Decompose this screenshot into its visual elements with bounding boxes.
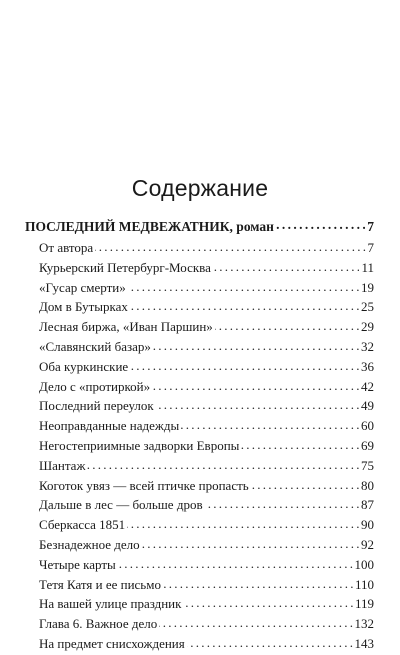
toc-entry (25, 358, 374, 378)
toc-entry-title: Дальше в лес — больше дров (39, 497, 203, 513)
dot-leader (276, 217, 365, 231)
toc-entry-title: Негостеприимные задворки Европы (39, 437, 240, 453)
toc-entry-page-number: 29 (361, 319, 374, 335)
dot-leader (95, 239, 365, 252)
toc-entry-title: «Славянский базар» (39, 338, 151, 354)
dot-leader (130, 358, 359, 371)
dot-leader (153, 338, 359, 351)
toc-entry-title: Дело с «протиркой» (39, 378, 151, 394)
dot-leader (156, 397, 359, 410)
toc-entry (25, 595, 374, 615)
toc-entry-page-number: 90 (361, 517, 374, 533)
toc-entry (25, 318, 374, 338)
dot-leader (152, 378, 359, 391)
toc-entry-title: Дом в Бутырках (39, 299, 128, 315)
toc-entry (25, 259, 374, 279)
toc-entry-title: На вашей улице праздник (39, 596, 182, 612)
toc-entry-title: Лесная биржа, «Иван Паршин» (39, 319, 213, 335)
dot-leader (130, 298, 359, 311)
dot-leader (118, 556, 353, 569)
toc-entry-page-number: 60 (361, 418, 374, 434)
toc-entry-title: Безнадежное дело (39, 536, 140, 552)
toc-entry (25, 417, 374, 437)
toc-entry-title: От автора (39, 240, 94, 255)
toc-entry-title: Неоправданные надежды (39, 418, 180, 434)
dot-leader (163, 576, 353, 589)
toc-entry (25, 576, 374, 596)
toc-part-entry (25, 217, 374, 239)
toc-entry-page-number: 80 (361, 477, 374, 493)
dot-leader (251, 477, 359, 490)
toc-entry-title: Коготок увяз — всей птичке пропасть (39, 477, 249, 493)
toc-entry (25, 338, 374, 358)
toc-part-title: ПОСЛЕДНИЙ МЕДВЕЖАТНИК, роман (25, 218, 274, 234)
toc-part-page-number: 7 (367, 218, 374, 234)
toc-entry (25, 615, 374, 635)
dot-leader (187, 635, 353, 648)
dot-leader (127, 516, 359, 529)
toc-entry (25, 378, 374, 398)
toc-entry-title: Четыре карты (39, 556, 116, 572)
toc-entry (25, 496, 374, 516)
toc-entry-page-number: 36 (361, 358, 374, 374)
dot-leader (183, 595, 353, 608)
toc-entry-page-number: 132 (354, 616, 374, 632)
toc-entry-page-number: 69 (361, 437, 374, 453)
toc-entry-page-number: 100 (354, 556, 374, 572)
toc-entry-title: Курьерский Петербург-Москва (39, 259, 211, 275)
dot-leader (128, 279, 359, 292)
dot-leader (205, 496, 359, 509)
toc-entry (25, 437, 374, 457)
toc-entry-title: Шантаж (39, 457, 86, 473)
toc-entry-page-number: 19 (361, 279, 374, 295)
dot-leader (215, 318, 359, 331)
toc-entry (25, 397, 374, 417)
toc-entry-title: Оба куркинские (39, 358, 129, 374)
toc-entry-title: Сберкасса 1851 (39, 517, 126, 533)
toc-entry (25, 298, 374, 318)
toc-entry (25, 477, 374, 497)
dot-leader (213, 259, 360, 272)
toc-entry-title: Последний переулок (39, 398, 154, 414)
toc-entry-title: «Гусар смерти» (39, 279, 126, 295)
toc-entry (25, 536, 374, 556)
toc-entry-page-number: 49 (361, 398, 374, 414)
dot-leader (241, 437, 359, 450)
toc-entry-page-number: 92 (361, 536, 374, 552)
toc-entry-page-number: 119 (354, 596, 374, 612)
dot-leader (159, 615, 352, 628)
toc-entry-page-number: 110 (354, 576, 374, 592)
table-of-contents (25, 217, 374, 655)
toc-entry-page-number: 32 (361, 338, 374, 354)
toc-entry (25, 556, 374, 576)
dot-leader (181, 417, 359, 430)
page-title: Содержание (131, 175, 269, 201)
toc-entry (25, 457, 374, 477)
toc-entry (25, 516, 374, 536)
toc-entry-page-number: 11 (361, 259, 374, 275)
toc-entry-page-number: 75 (361, 457, 374, 473)
toc-entry-page-number: 42 (361, 378, 374, 394)
toc-entry (25, 239, 374, 259)
toc-entry-title: Глава 6. Важное дело (39, 616, 158, 632)
toc-entry-page-number: 25 (361, 299, 374, 315)
toc-entry-page-number: 143 (354, 635, 374, 651)
toc-entry-page-number: 7 (367, 240, 374, 255)
toc-entry-title: Тетя Катя и ее письмо (39, 576, 161, 592)
toc-entry-page-number: 87 (361, 497, 374, 513)
dot-leader (87, 457, 359, 470)
toc-entry-title: На предмет снисхождения (39, 635, 185, 651)
toc-entry (25, 279, 374, 299)
dot-leader (142, 536, 359, 549)
